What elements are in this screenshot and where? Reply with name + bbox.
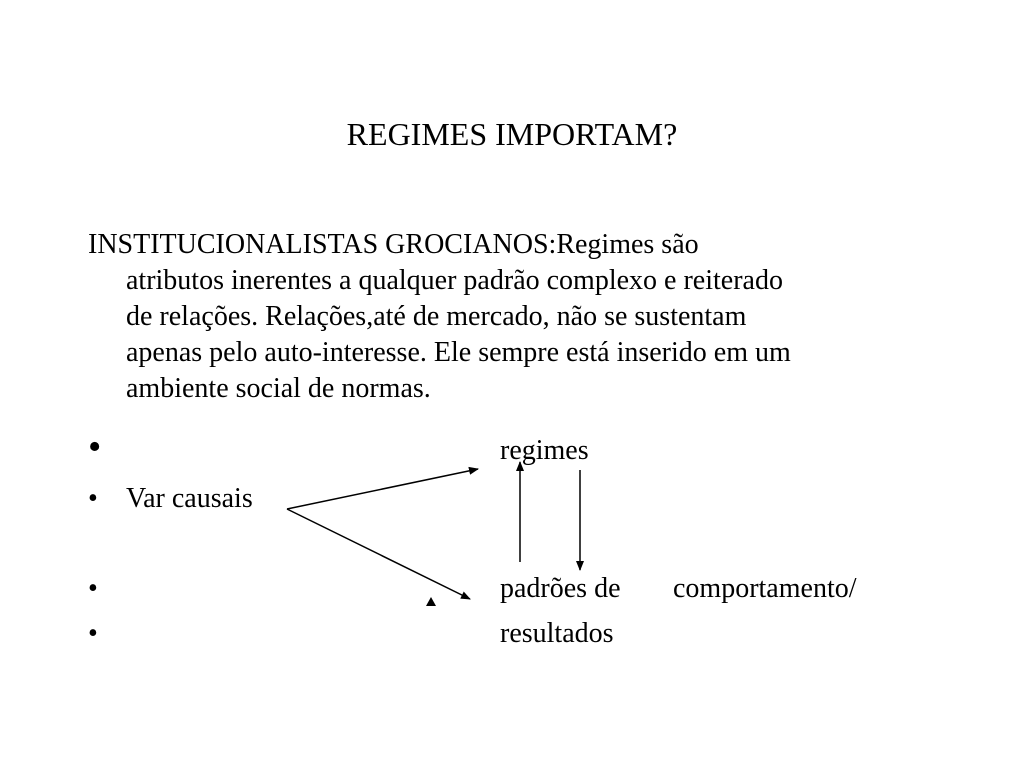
slide-title: REGIMES IMPORTAM?	[346, 116, 678, 152]
label-var-causais: Var causais	[126, 483, 253, 514]
paragraph-line-1: INSTITUCIONALISTAS GROCIANOS:Regimes são	[88, 229, 699, 260]
arrow-varcausais-to-padroes	[287, 509, 470, 599]
paragraph-institucionalistas	[88, 227, 958, 407]
bullet-dot-1: •	[88, 426, 102, 468]
label-comportamento: comportamento/	[673, 573, 857, 604]
paragraph-line-3: de relações. Relações,até de mercado, não se sustentam	[126, 301, 747, 332]
bullet-dot-2: •	[88, 483, 98, 514]
paragraph-line-4: apenas pelo auto-interesse. Ele sempre está inserido em um	[126, 337, 791, 368]
paragraph-line-5: ambiente social de normas.	[126, 373, 431, 404]
bullet-dot-4: •	[88, 618, 98, 649]
label-padroes-de: padrões de	[500, 573, 621, 604]
label-regimes: regimes	[500, 435, 589, 466]
stray-arrowhead-mark	[426, 597, 436, 606]
paragraph-line-2: atributos inerentes a qualquer padrão complexo e reiterado	[126, 265, 783, 296]
label-resultados: resultados	[500, 618, 614, 649]
bullet-dot-3: •	[88, 573, 98, 604]
arrow-varcausais-to-regimes	[287, 469, 478, 509]
